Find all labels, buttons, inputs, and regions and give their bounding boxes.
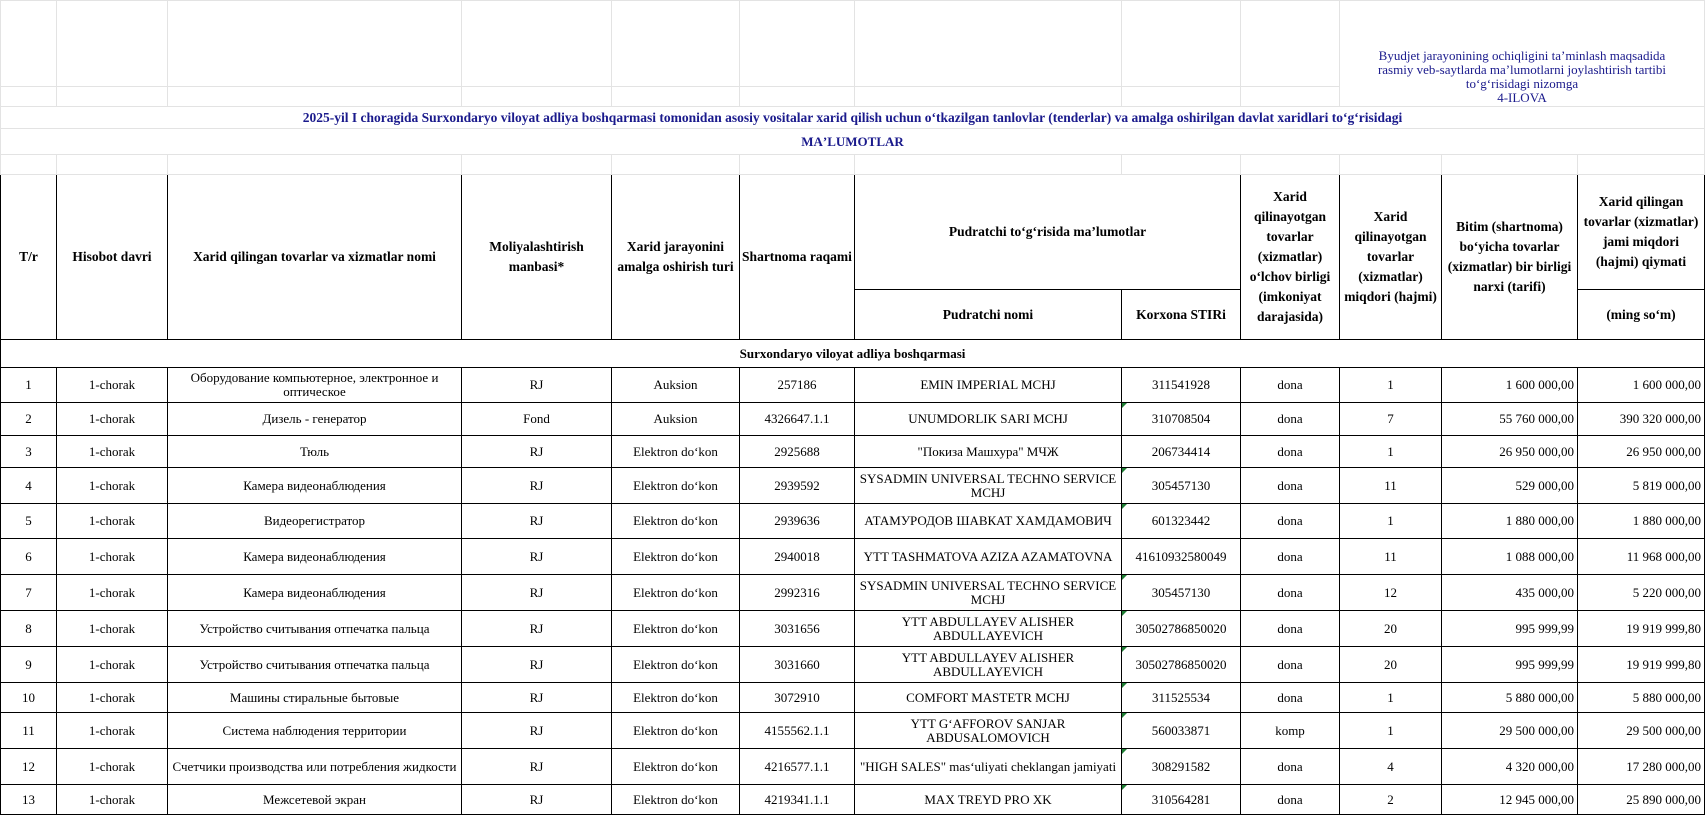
row-procurement-type[interactable]: Auksion	[612, 368, 740, 403]
row-unit-price[interactable]: 26 950 000,00	[1442, 436, 1578, 468]
row-quantity[interactable]: 12	[1340, 575, 1442, 611]
row-unit-price[interactable]: 529 000,00	[1442, 468, 1578, 504]
row-tin[interactable]: 560033871	[1122, 713, 1241, 749]
row-goods[interactable]: Камера видеонаблюдения	[168, 575, 462, 611]
row-procurement-type[interactable]: Elektron doʻkon	[612, 749, 740, 785]
row-total[interactable]: 1 880 000,00	[1578, 504, 1705, 539]
row-funding[interactable]: RJ	[462, 611, 612, 647]
row-unit[interactable]: dona	[1241, 683, 1340, 713]
row-quantity[interactable]: 20	[1340, 647, 1442, 683]
row-number[interactable]: 1	[1, 368, 57, 403]
header-unit-price[interactable]: Bitim (shartnoma) boʻyicha tovarlar (xizmatlar) bir birligi narxi (tarifi)	[1442, 175, 1578, 340]
row-number[interactable]: 11	[1, 713, 57, 749]
row-tin[interactable]: 305457130	[1122, 468, 1241, 504]
row-unit[interactable]: dona	[1241, 539, 1340, 575]
row-period[interactable]: 1-chorak	[57, 749, 168, 785]
annex-line-3: toʻgʻrisidagi nizomga	[1465, 76, 1579, 91]
header-funding[interactable]: Moliyalashtirish manbasi*	[462, 175, 612, 340]
row-number[interactable]: 12	[1, 749, 57, 785]
row-funding[interactable]: Fond	[462, 403, 612, 436]
row-unit[interactable]: dona	[1241, 403, 1340, 436]
row-contract-number[interactable]: 4326647.1.1	[740, 403, 855, 436]
row-total[interactable]: 11 968 000,00	[1578, 539, 1705, 575]
row-quantity[interactable]: 1	[1340, 504, 1442, 539]
row-period[interactable]: 1-chorak	[57, 713, 168, 749]
row-unit-price[interactable]: 995 999,99	[1442, 611, 1578, 647]
row-procurement-type[interactable]: Auksion	[612, 403, 740, 436]
row-unit-price[interactable]: 435 000,00	[1442, 575, 1578, 611]
row-contract-number[interactable]: 2939636	[740, 504, 855, 539]
header-contractor-group[interactable]: Pudratchi toʻgʻrisida maʼlumotlar	[855, 175, 1241, 290]
row-period[interactable]: 1-chorak	[57, 368, 168, 403]
table-row	[1, 436, 1705, 468]
row-goods[interactable]: Машины стиральные бытовые	[168, 683, 462, 713]
table-row	[1, 575, 1705, 611]
row-tin[interactable]: 311525534	[1122, 683, 1241, 713]
table-row	[1, 539, 1705, 575]
row-procurement-type[interactable]: Elektron doʻkon	[612, 436, 740, 468]
row-contract-number[interactable]: 2940018	[740, 539, 855, 575]
row-number[interactable]: 7	[1, 575, 57, 611]
header-unit[interactable]: Xarid qilinayotgan tovarlar (xizmatlar) oʻlchov birligi (imkoniyat darajasida)	[1241, 175, 1340, 340]
row-tin[interactable]: 305457130	[1122, 575, 1241, 611]
row-total[interactable]: 17 280 000,00	[1578, 749, 1705, 785]
row-unit[interactable]: dona	[1241, 368, 1340, 403]
row-number[interactable]: 6	[1, 539, 57, 575]
row-contract-number[interactable]: 257186	[740, 368, 855, 403]
row-procurement-type[interactable]: Elektron doʻkon	[612, 575, 740, 611]
row-goods[interactable]: Тюль	[168, 436, 462, 468]
row-total[interactable]: 26 950 000,00	[1578, 436, 1705, 468]
row-goods[interactable]: Устройство считывания отпечатка пальца	[168, 647, 462, 683]
row-number[interactable]: 13	[1, 785, 57, 815]
row-number[interactable]: 9	[1, 647, 57, 683]
row-funding[interactable]: RJ	[462, 713, 612, 749]
row-unit-price[interactable]: 1 088 000,00	[1442, 539, 1578, 575]
row-unit-price[interactable]: 4 320 000,00	[1442, 749, 1578, 785]
row-tin[interactable]: 41610932580049	[1122, 539, 1241, 575]
section-title[interactable]: Surxondaryo viloyat adliya boshqarmasi	[1, 340, 1705, 368]
header-total[interactable]: Xarid qilingan tovarlar (xizmatlar) jami miqdori (hajmi) qiymati	[1578, 175, 1705, 290]
row-contract-number[interactable]: 3031660	[740, 647, 855, 683]
row-period[interactable]: 1-chorak	[57, 504, 168, 539]
row-unit[interactable]: dona	[1241, 468, 1340, 504]
row-unit-price[interactable]: 5 880 000,00	[1442, 683, 1578, 713]
row-unit-price[interactable]: 995 999,99	[1442, 647, 1578, 683]
row-contract-number[interactable]: 3031656	[740, 611, 855, 647]
row-contract-number[interactable]: 4216577.1.1	[740, 749, 855, 785]
row-unit[interactable]: dona	[1241, 436, 1340, 468]
row-unit[interactable]: dona	[1241, 575, 1340, 611]
row-unit[interactable]: dona	[1241, 611, 1340, 647]
row-period[interactable]: 1-chorak	[57, 683, 168, 713]
row-quantity[interactable]: 1	[1340, 683, 1442, 713]
table-row	[1, 611, 1705, 647]
row-funding[interactable]: RJ	[462, 368, 612, 403]
row-contractor[interactable]: COMFORT MASTETR MCHJ	[855, 683, 1122, 713]
header-total-unit[interactable]: (ming soʻm)	[1578, 290, 1705, 340]
row-unit[interactable]: dona	[1241, 504, 1340, 539]
row-total[interactable]: 29 500 000,00	[1578, 713, 1705, 749]
row-contractor[interactable]: АТАМУРОДОВ ШАВКАТ ХАМДАМОВИЧ	[855, 504, 1122, 539]
row-tin[interactable]: 601323442	[1122, 504, 1241, 539]
row-contract-number[interactable]: 4155562.1.1	[740, 713, 855, 749]
row-goods[interactable]: Камера видеонаблюдения	[168, 468, 462, 504]
row-quantity[interactable]: 7	[1340, 403, 1442, 436]
row-contractor[interactable]: YTT TASHMATOVA AZIZA AZAMATOVNA	[855, 539, 1122, 575]
row-procurement-type[interactable]: Elektron doʻkon	[612, 539, 740, 575]
table-row	[1, 713, 1705, 749]
row-contract-number[interactable]: 4219341.1.1	[740, 785, 855, 815]
row-quantity[interactable]: 1	[1340, 368, 1442, 403]
table-row	[1, 504, 1705, 539]
row-procurement-type[interactable]: Elektron doʻkon	[612, 611, 740, 647]
header-tin[interactable]: Korxona STIRi	[1122, 290, 1241, 340]
row-number[interactable]: 8	[1, 611, 57, 647]
annex-note[interactable]	[1340, 1, 1705, 107]
header-num[interactable]: T/r	[1, 175, 57, 340]
row-period[interactable]: 1-chorak	[57, 403, 168, 436]
row-contract-number[interactable]: 2992316	[740, 575, 855, 611]
row-contract-number[interactable]: 2925688	[740, 436, 855, 468]
row-contractor[interactable]: MAX TREYD PRO XK	[855, 785, 1122, 815]
row-funding[interactable]: RJ	[462, 785, 612, 815]
row-goods[interactable]: Видеорегистратор	[168, 504, 462, 539]
row-number[interactable]: 3	[1, 436, 57, 468]
row-quantity[interactable]: 1	[1340, 713, 1442, 749]
row-goods[interactable]: Система наблюдения территории	[168, 713, 462, 749]
row-quantity[interactable]: 11	[1340, 468, 1442, 504]
table-row	[1, 749, 1705, 785]
row-period[interactable]: 1-chorak	[57, 575, 168, 611]
row-quantity[interactable]: 4	[1340, 749, 1442, 785]
row-goods[interactable]: Устройство считывания отпечатка пальца	[168, 611, 462, 647]
document-subtitle[interactable]: MAʼLUMOTLAR	[1, 129, 1705, 155]
row-total[interactable]: 19 919 999,80	[1578, 611, 1705, 647]
row-contractor[interactable]: YTT ABDULLAYEV ALISHER ABDULLAYEVICH	[855, 611, 1122, 647]
row-contractor[interactable]: YTT ABDULLAYEV ALISHER ABDULLAYEVICH	[855, 647, 1122, 683]
row-contractor[interactable]: "Покиза Машхура" МЧЖ	[855, 436, 1122, 468]
row-number[interactable]: 10	[1, 683, 57, 713]
row-goods[interactable]: Счетчики производства или потребления жидкости	[168, 749, 462, 785]
row-total[interactable]: 19 919 999,80	[1578, 647, 1705, 683]
row-contract-number[interactable]: 2939592	[740, 468, 855, 504]
row-unit-price[interactable]: 12 945 000,00	[1442, 785, 1578, 815]
row-total[interactable]: 1 600 000,00	[1578, 368, 1705, 403]
header-period[interactable]: Hisobot davri	[57, 175, 168, 340]
row-unit[interactable]: dona	[1241, 647, 1340, 683]
row-funding[interactable]: RJ	[462, 436, 612, 468]
row-contractor[interactable]: SYSADMIN UNIVERSAL TECHNO SERVICE MCHJ	[855, 575, 1122, 611]
row-total[interactable]: 5 819 000,00	[1578, 468, 1705, 504]
row-quantity[interactable]: 20	[1340, 611, 1442, 647]
row-unit-price[interactable]: 1 880 000,00	[1442, 504, 1578, 539]
row-quantity[interactable]: 2	[1340, 785, 1442, 815]
row-goods[interactable]: Межсетевой экран	[168, 785, 462, 815]
row-procurement-type[interactable]: Elektron doʻkon	[612, 683, 740, 713]
row-tin[interactable]: 308291582	[1122, 749, 1241, 785]
annex-label: 4-ILOVA	[1497, 90, 1547, 105]
row-funding[interactable]: RJ	[462, 504, 612, 539]
row-period[interactable]: 1-chorak	[57, 647, 168, 683]
header-procurement-type[interactable]: Xarid jarayonini amalga oshirish turi	[612, 175, 740, 340]
row-contractor[interactable]: YTT GʻAFFOROV SANJAR ABDUSALOMOVICH	[855, 713, 1122, 749]
row-procurement-type[interactable]: Elektron doʻkon	[612, 713, 740, 749]
row-funding[interactable]: RJ	[462, 749, 612, 785]
row-funding[interactable]: RJ	[462, 575, 612, 611]
row-contractor[interactable]: UNUMDORLIK SARI MCHJ	[855, 403, 1122, 436]
row-number[interactable]: 4	[1, 468, 57, 504]
row-procurement-type[interactable]: Elektron doʻkon	[612, 647, 740, 683]
row-funding[interactable]: RJ	[462, 539, 612, 575]
row-tin[interactable]: 310564281	[1122, 785, 1241, 815]
row-funding[interactable]: RJ	[462, 647, 612, 683]
row-unit-price[interactable]: 1 600 000,00	[1442, 368, 1578, 403]
row-period[interactable]: 1-chorak	[57, 611, 168, 647]
header-quantity[interactable]: Xarid qilinayotgan tovarlar (xizmatlar) miqdori (hajmi)	[1340, 175, 1442, 340]
row-period[interactable]: 1-chorak	[57, 785, 168, 815]
row-period[interactable]: 1-chorak	[57, 436, 168, 468]
row-contractor[interactable]: EMIN IMPERIAL MCHJ	[855, 368, 1122, 403]
row-period[interactable]: 1-chorak	[57, 539, 168, 575]
table-row	[1, 468, 1705, 504]
table-row	[1, 403, 1705, 436]
row-goods[interactable]: Оборудование компьютерное, электронное и оптическое	[168, 368, 462, 403]
row-tin[interactable]: 311541928	[1122, 368, 1241, 403]
row-tin[interactable]: 206734414	[1122, 436, 1241, 468]
row-contractor[interactable]: SYSADMIN UNIVERSAL TECHNO SERVICE MCHJ	[855, 468, 1122, 504]
row-procurement-type[interactable]: Elektron doʻkon	[612, 468, 740, 504]
row-tin[interactable]: 30502786850020	[1122, 611, 1241, 647]
header-contract-number[interactable]: Shartnoma raqami	[740, 175, 855, 340]
row-unit[interactable]: dona	[1241, 749, 1340, 785]
header-contractor-name[interactable]: Pudratchi nomi	[855, 290, 1122, 340]
row-goods[interactable]: Дизель - генератор	[168, 403, 462, 436]
row-funding[interactable]: RJ	[462, 468, 612, 504]
row-total[interactable]: 5 220 000,00	[1578, 575, 1705, 611]
row-total[interactable]: 390 320 000,00	[1578, 403, 1705, 436]
annex-line-1: Byudjet jarayonining ochiqligini taʼminlash maqsadida	[1378, 48, 1666, 63]
header-goods[interactable]: Xarid qilingan tovarlar va xizmatlar nomi	[168, 175, 462, 340]
row-number[interactable]: 5	[1, 504, 57, 539]
row-funding[interactable]: RJ	[462, 683, 612, 713]
table-row	[1, 647, 1705, 683]
row-period[interactable]: 1-chorak	[57, 468, 168, 504]
row-total[interactable]: 5 880 000,00	[1578, 683, 1705, 713]
row-total[interactable]: 25 890 000,00	[1578, 785, 1705, 815]
row-number[interactable]: 2	[1, 403, 57, 436]
table-row	[1, 683, 1705, 713]
row-goods[interactable]: Камера видеонаблюдения	[168, 539, 462, 575]
row-unit-price[interactable]: 29 500 000,00	[1442, 713, 1578, 749]
row-unit[interactable]: dona	[1241, 785, 1340, 815]
row-contract-number[interactable]: 3072910	[740, 683, 855, 713]
row-contractor[interactable]: "HIGH SALES" masʻuliyati cheklangan jamiyati	[855, 749, 1122, 785]
annex-line-2: rasmiy veb-saytlarda maʼlumotlarni joylashtirish tartibi	[1377, 62, 1667, 77]
row-procurement-type[interactable]: Elektron doʻkon	[612, 785, 740, 815]
row-procurement-type[interactable]: Elektron doʻkon	[612, 504, 740, 539]
row-quantity[interactable]: 11	[1340, 539, 1442, 575]
document-title[interactable]: 2025-yil I choragida Surxondaryo viloyat adliya boshqarmasi tomonidan asosiy vositalar xarid qilish uchun oʻtkazilgan tanlovlar (tenderlar) va amalga oshirilgan davlat xaridlari toʻgʻrisidagi	[1, 107, 1705, 129]
row-tin[interactable]: 30502786850020	[1122, 647, 1241, 683]
table-row	[1, 785, 1705, 815]
row-unit[interactable]: komp	[1241, 713, 1340, 749]
row-unit-price[interactable]: 55 760 000,00	[1442, 403, 1578, 436]
row-quantity[interactable]: 1	[1340, 436, 1442, 468]
row-tin[interactable]: 310708504	[1122, 403, 1241, 436]
table-row	[1, 368, 1705, 403]
